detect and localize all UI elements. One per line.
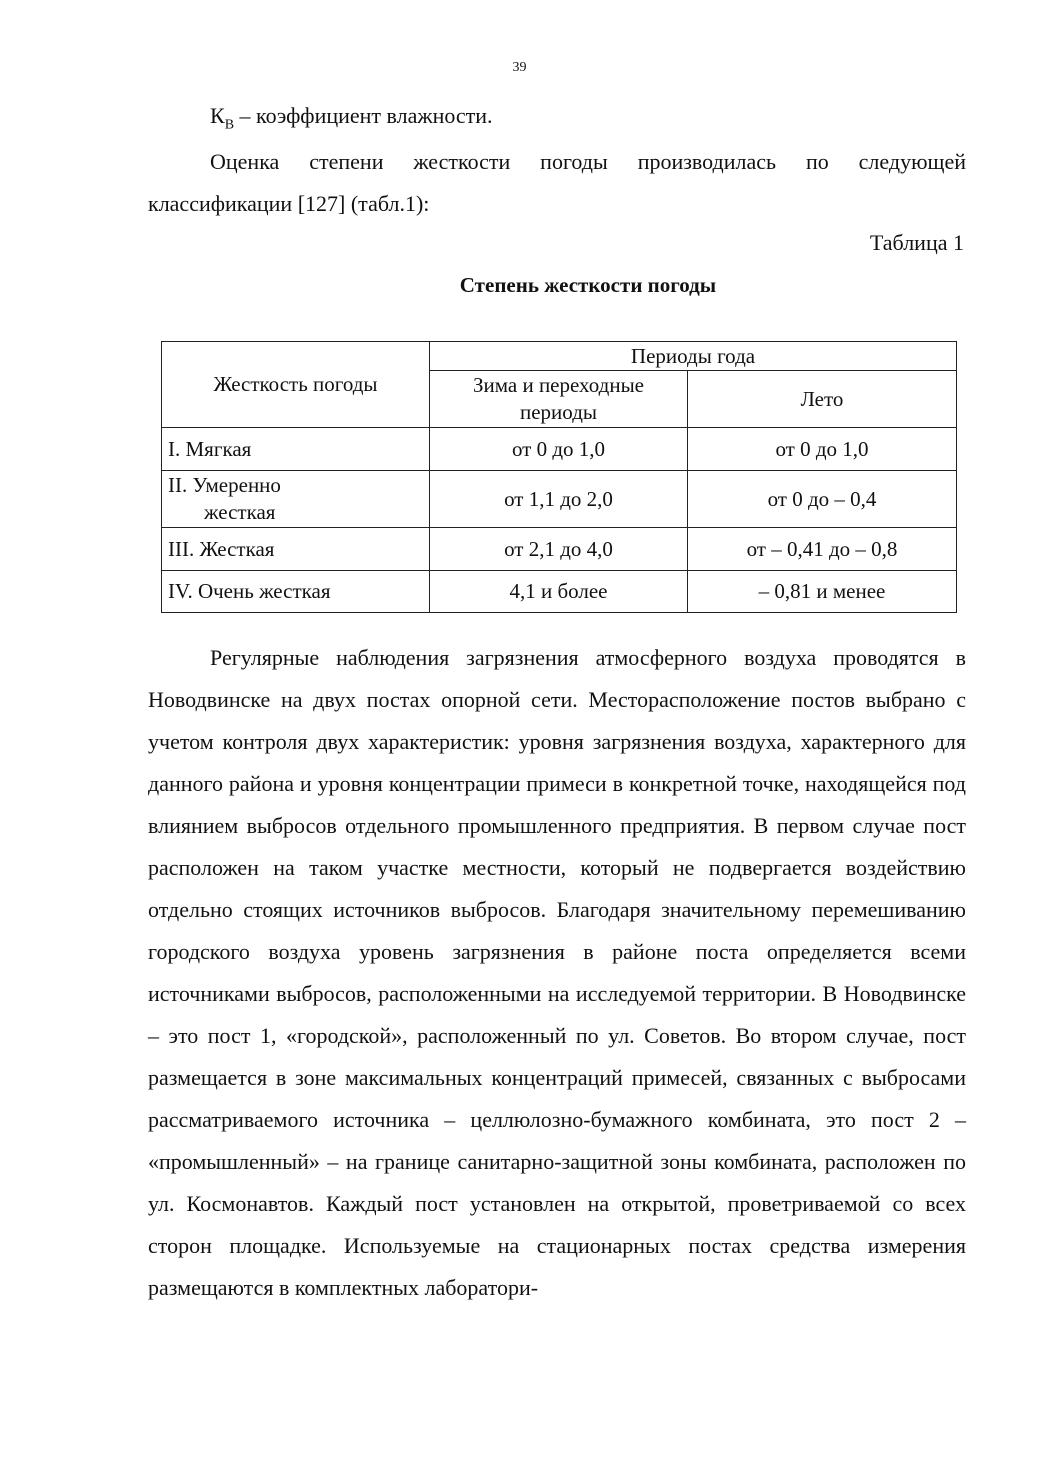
cell-hardness-line1: II. Умеренно	[168, 473, 281, 497]
cell-summer: от – 0,41 до – 0,8	[688, 528, 957, 571]
kv-symbol: К	[210, 103, 225, 128]
cell-winter: 4,1 и более	[430, 571, 688, 613]
cell-hardness-line2: жесткая	[204, 500, 276, 524]
cell-winter: от 0 до 1,0	[430, 428, 688, 471]
cell-winter: от 1,1 до 2,0	[430, 471, 688, 528]
kv-text: – коэффициент влажности.	[234, 103, 493, 128]
intro-paragraph: Оценка степени жесткости погоды производилась по следующей классификации [127] (табл.1):	[148, 149, 966, 216]
cell-summer: от 0 до – 0,4	[688, 471, 957, 528]
page-number: 39	[512, 60, 527, 75]
table-row	[162, 528, 957, 571]
table-row	[162, 471, 957, 528]
header-winter: Зима и переходные периоды	[430, 371, 688, 428]
cell-summer: – 0,81 и менее	[688, 571, 957, 613]
cell-hardness: III. Жесткая	[162, 528, 430, 571]
cell-hardness: I. Мягкая	[162, 428, 430, 471]
header-periods: Периоды года	[430, 342, 957, 371]
kv-subscript: В	[224, 117, 235, 133]
cell-hardness	[162, 471, 430, 528]
table-header-row	[162, 342, 957, 371]
table-row	[162, 428, 957, 471]
cell-summer: от 0 до 1,0	[688, 428, 957, 471]
header-hardness: Жесткость погоды	[162, 342, 430, 428]
table-title: Степень жесткости погоды	[459, 273, 717, 297]
table-label: Таблица 1	[869, 230, 964, 255]
kv-definition	[210, 103, 493, 133]
cell-hardness: IV. Очень жесткая	[162, 571, 430, 613]
cell-winter: от 2,1 до 4,0	[430, 528, 688, 571]
table-row	[162, 571, 957, 613]
body-paragraph: Регулярные наблюдения загрязнения атмосферного воздуха проводятся в Новодвинске на двух постах опорной сети. Месторасположение постов выбрано с учетом контроля двух характеристик: уровня загрязнения воздуха, характерного для данного района и уровня концентрации примеси в конкретной точке, находящейся под влиянием выбросов отдельного промышленного предприятия. В первом случае пост расположен на таком участке местности, который не подвергается воздействию отдельно стоящих источников выбросов. Благодаря значительному перемешиванию городского воздуха уровень загрязнения в районе поста определяется всеми источниками выбросов, расположенными на исследуемой территории. В Новодвинске – это пост 1, «городской», расположенный по ул. Советов. Во втором случае, пост размещается в зоне максимальных концентраций примесей, связанных с выбросами рассматриваемого источника – целлюлозно-бумажного комбината, это пост 2 – «промышленный» – на границе санитарно-защитной зоны комбината, расположен по ул. Космонавтов. Каждый пост установлен на открытой, проветриваемой со всех сторон площадке. Используемые на стационарных постах средства измерения размещаются в комплектных лаборатори-	[148, 645, 966, 1300]
weather-hardness-table	[161, 341, 957, 613]
header-summer: Лето	[688, 371, 957, 428]
